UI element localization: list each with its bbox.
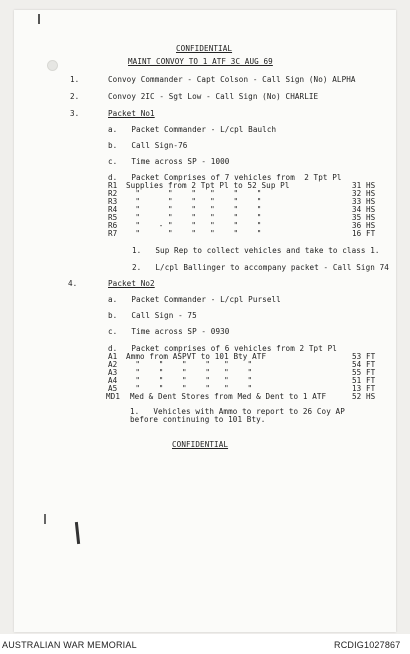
vehicle-desc: " " " " " " [126, 229, 262, 238]
vehicle-value: 13 FT [352, 384, 376, 393]
vehicle-value: 33 HS [352, 197, 376, 206]
vehicle-desc: " " " " " " [126, 384, 253, 393]
item-number: 4. [68, 279, 78, 288]
vehicle-desc: " " " " " " [126, 213, 262, 222]
vehicle-desc: " " " " " " [126, 205, 262, 214]
vehicle-id: R7 [108, 229, 118, 238]
archive-id: RCDIG1027867 [334, 640, 401, 650]
document-page [14, 10, 396, 632]
punch-hole [47, 60, 58, 71]
call-sign: b. Call Sign - 75 [108, 311, 197, 320]
packet-note-continued: before continuing to 101 Bty. [130, 415, 266, 424]
packet-commander: a. Packet Commander - L/cpl Baulch [108, 125, 277, 134]
vehicle-desc: " " " " " " [126, 197, 262, 206]
vehicle-value: 55 FT [352, 368, 376, 377]
archive-name: AUSTRALIAN WAR MEMORIAL [2, 640, 137, 650]
vehicle-id: R3 [108, 197, 118, 206]
packet-composition: d. Packet comprises of 6 vehicles from 2 Tpt Pl [108, 344, 337, 353]
vehicle-value: 32 HS [352, 189, 376, 198]
vehicle-id: A2 [108, 360, 118, 369]
vehicle-id: MD1 [106, 392, 121, 401]
vehicle-value: 34 HS [352, 205, 376, 214]
time-across-sp: c. Time across SP - 1000 [108, 157, 230, 166]
vehicle-id: A1 [108, 352, 118, 361]
vehicle-id: R5 [108, 213, 118, 222]
vehicle-value: 16 FT [352, 229, 376, 238]
vehicle-desc: " " " " " " [126, 368, 253, 377]
vehicle-value: 54 FT [352, 360, 376, 369]
vehicle-desc: " - " " " " " [126, 221, 262, 230]
packet-note: 1. Vehicles with Ammo to report to 26 Coy AP [130, 407, 345, 416]
packet-heading: Packet No2 [108, 279, 155, 288]
vehicle-desc: Supplies from 2 Tpt Pl to 52 Sup Pl [126, 181, 290, 190]
time-across-sp: c. Time across SP - 0930 [108, 327, 230, 336]
item-number: 2. [70, 92, 80, 101]
vehicle-id: R6 [108, 221, 118, 230]
vehicle-desc: Med & Dent Stores from Med & Dent to 1 ATF [130, 392, 327, 401]
vehicle-value: 31 HS [352, 181, 376, 190]
vehicle-id: A4 [108, 376, 118, 385]
vehicle-id: A3 [108, 368, 118, 377]
packet-commander: a. Packet Commander - L/cpl Pursell [108, 295, 281, 304]
item-text: Convoy 2IC - Sgt Low - Call Sign (No) CHARLIE [108, 92, 319, 101]
vehicle-id: R4 [108, 205, 118, 214]
item-number: 3. [70, 109, 80, 118]
vehicle-value: 52 HS [352, 392, 376, 401]
vehicle-id: R1 [108, 181, 118, 190]
document-title: MAINT CONVOY TO 1 ATF 3C AUG 69 [128, 57, 273, 66]
packet-heading: Packet No1 [108, 109, 155, 118]
vehicle-id: R2 [108, 189, 118, 198]
vehicle-value: 36 HS [352, 221, 376, 230]
vehicle-value: 35 HS [352, 213, 376, 222]
vehicle-desc: " " " " " " [126, 360, 253, 369]
call-sign: b. Call Sign-76 [108, 141, 188, 150]
vehicle-desc: " " " " " " [126, 376, 253, 385]
item-text: Convoy Commander - Capt Colson - Call Sign (No) ALPHA [108, 75, 356, 84]
item-number: 1. [70, 75, 80, 84]
packet-note: 1. Sup Rep to collect vehicles and take to class 1. [132, 246, 380, 255]
footer-classification: CONFIDENTIAL [172, 440, 229, 449]
packet-composition: d. Packet Comprises of 7 vehicles from 2 Tpt Pl [108, 173, 342, 182]
header-classification: CONFIDENTIAL [176, 44, 233, 53]
vehicle-id: A5 [108, 384, 118, 393]
vehicle-value: 51 FT [352, 376, 376, 385]
vehicle-desc: " " " " " " [126, 189, 262, 198]
vehicle-desc: Ammo from ASPVT to 101 Bty ATF [126, 352, 267, 361]
vehicle-value: 53 FT [352, 352, 376, 361]
pen-mark [44, 514, 46, 524]
packet-note: 2. L/cpl Ballinger to accompany packet - Call Sign 74 [132, 263, 389, 272]
pen-mark [38, 14, 40, 24]
